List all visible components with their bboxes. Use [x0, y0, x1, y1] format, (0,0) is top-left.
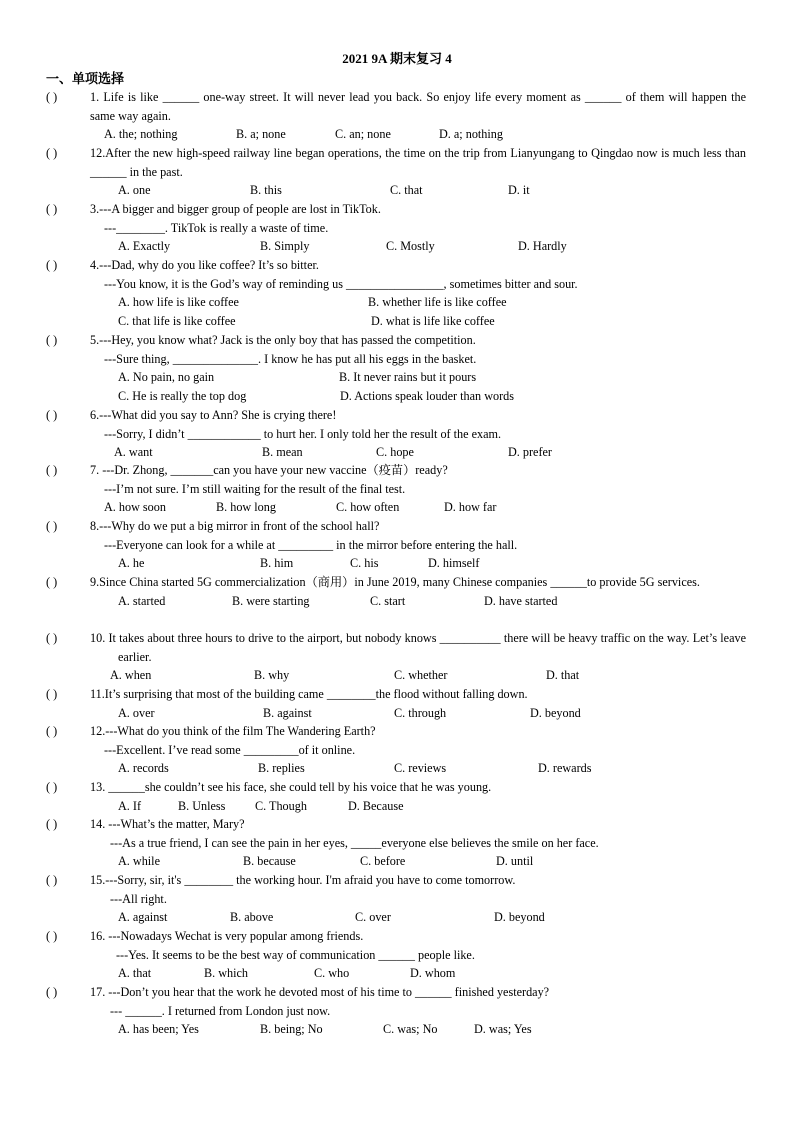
option-d: D. Because	[348, 798, 404, 813]
question-4	[46, 256, 746, 330]
answer-blank: ( )	[46, 258, 58, 272]
answer-blank: ( )	[46, 90, 58, 104]
question-stem: 13. ______she couldn’t see his face, she could tell by his voice that he was young.	[90, 780, 492, 794]
option-c: C. how often	[336, 500, 400, 515]
question-8	[46, 517, 746, 573]
option-row	[46, 759, 746, 778]
option-a: A. while	[118, 854, 160, 869]
option-a: A. over	[118, 705, 155, 720]
option-a: A. Exactly	[118, 239, 171, 254]
option-a: A. against	[118, 910, 168, 925]
question-reply: ---Excellent. I’ve read some _________of it online.	[104, 742, 356, 757]
question-10	[46, 629, 746, 685]
option-a: A. how life is like coffee	[118, 295, 239, 310]
question-3	[46, 200, 746, 256]
option-c: C. over	[355, 910, 391, 925]
option-d: D. himself	[428, 556, 480, 571]
question-reply: --- ______. I returned from London just now.	[110, 1003, 331, 1018]
option-row	[46, 797, 746, 816]
option-a: A. No pain, no gain	[118, 370, 215, 385]
question-reply: ---________. TikTok is really a waste of time.	[104, 220, 329, 235]
answer-blank: ( )	[46, 873, 58, 887]
option-d: D. beyond	[494, 910, 545, 925]
option-d: D. have started	[484, 593, 558, 608]
question-stem: 15.---Sorry, sir, it's ________ the working hour. I'm afraid you have to come tomorrow.	[90, 873, 516, 887]
question-reply: ---As a true friend, I can see the pain in her eyes, _____everyone else believes the smile on her face.	[110, 835, 599, 850]
option-b: B. Unless	[178, 798, 226, 813]
option-row	[46, 908, 746, 927]
option-b: B. because	[243, 854, 296, 869]
option-c: C. that life is like coffee	[118, 313, 236, 328]
option-d: D. how far	[444, 500, 497, 515]
option-a: A. the; nothing	[104, 127, 178, 142]
option-a: A. when	[110, 668, 152, 683]
question-stem: 9.Since China started 5G commercialization（商用）in June 2019, many Chinese companies ______to provide 5G services.	[90, 575, 700, 589]
option-a: A. that	[118, 966, 152, 981]
option-row	[46, 237, 746, 256]
question-reply: ---Sorry, I didn’t ____________ to hurt her. I only told her the result of the exam.	[104, 426, 502, 441]
answer-blank: ( )	[46, 519, 58, 533]
answer-blank: ( )	[46, 408, 58, 422]
question-stem: 10. It takes about three hours to drive to the airport, but nobody knows __________ there will be heavy traffic on the way. Let’s leave earlier.	[90, 631, 746, 664]
option-a: A. one	[118, 183, 151, 198]
question-reply: ---Everyone can look for a while at _________ in the mirror before entering the hall.	[104, 537, 518, 552]
option-row	[46, 554, 746, 573]
option-b: B. why	[254, 668, 290, 683]
option-row	[46, 293, 746, 312]
option-c: C. Though	[255, 798, 307, 813]
option-c: C. start	[370, 593, 406, 608]
option-a: A. want	[114, 445, 153, 460]
option-row	[46, 704, 746, 723]
option-row	[46, 368, 746, 387]
question-reply: ---Sure thing, ______________. I know he has put all his eggs in the basket.	[104, 351, 477, 366]
option-row	[46, 387, 746, 406]
option-d: D. until	[496, 854, 534, 869]
question-stem: 6.---What did you say to Ann? She is crying there!	[90, 408, 337, 422]
question-stem: 12.After the new high-speed railway line began operations, the time on the trip from Lianyungang to Qingdao now is much less than ______ in the past.	[90, 146, 746, 179]
question-2	[46, 144, 746, 200]
answer-blank: ( )	[46, 929, 58, 943]
option-b: B. replies	[258, 761, 305, 776]
option-c: C. his	[350, 556, 379, 571]
question-6	[46, 406, 746, 462]
option-a: A. how soon	[104, 500, 166, 515]
question-7	[46, 461, 746, 517]
question-stem: 5.---Hey, you know what? Jack is the only boy that has passed the competition.	[90, 333, 476, 347]
answer-blank: ( )	[46, 817, 58, 831]
question-13	[46, 778, 746, 815]
option-c: C. who	[314, 966, 350, 981]
question-stem: 3.---A bigger and bigger group of people are lost in TikTok.	[90, 202, 381, 216]
option-row	[46, 852, 746, 871]
option-d: D. whom	[410, 966, 456, 981]
option-a: A. has been; Yes	[118, 1022, 199, 1037]
option-b: B. It never rains but it pours	[339, 370, 477, 385]
answer-blank: ( )	[46, 780, 58, 794]
option-d: D. was; Yes	[474, 1022, 532, 1037]
option-row	[46, 312, 746, 331]
question-reply: ---Yes. It seems to be the best way of communication ______ people like.	[116, 947, 475, 962]
question-stem: 11.It’s surprising that most of the building came ________the flood without falling down.	[90, 687, 528, 701]
question-stem: 1. Life is like ______ one-way street. It will never lead you back. So enjoy life every moment as ______ of them will happen the same way again.	[90, 90, 747, 123]
answer-blank: ( )	[46, 202, 58, 216]
option-b: B. against	[263, 705, 312, 720]
option-d: D. prefer	[508, 445, 552, 460]
option-row	[46, 666, 746, 685]
option-b: B. him	[260, 556, 294, 571]
question-1	[46, 88, 746, 144]
option-b: B. above	[230, 910, 274, 925]
option-c: C. an; none	[335, 127, 391, 142]
question-15	[46, 871, 746, 927]
question-reply: ---All right.	[110, 891, 167, 906]
option-b: B. how long	[216, 500, 276, 515]
option-row	[46, 498, 746, 517]
option-b: B. this	[250, 183, 282, 198]
question-reply: ---You know, it is the God’s way of reminding us ________________, sometimes bitter and sour.	[104, 276, 578, 291]
answer-blank: ( )	[46, 631, 58, 645]
answer-blank: ( )	[46, 687, 58, 701]
option-b: B. being; No	[260, 1022, 323, 1037]
option-c: C. Mostly	[386, 239, 435, 254]
question-14	[46, 815, 746, 871]
answer-blank: ( )	[46, 146, 58, 160]
option-c: C. that	[390, 183, 423, 198]
question-9	[46, 573, 746, 610]
option-d: D. Actions speak louder than words	[340, 388, 514, 403]
option-row	[46, 181, 746, 200]
answer-blank: ( )	[46, 985, 58, 999]
option-c: C. through	[394, 705, 447, 720]
answer-blank: ( )	[46, 333, 58, 347]
option-d: D. what is life like coffee	[371, 313, 495, 328]
answer-blank: ( )	[46, 575, 58, 589]
option-b: B. mean	[262, 445, 303, 460]
option-d: D. beyond	[530, 705, 581, 720]
option-b: B. Simply	[260, 239, 310, 254]
question-stem: 12.---What do you think of the film The Wandering Earth?	[90, 724, 376, 738]
option-a: A. started	[118, 593, 166, 608]
option-c: C. hope	[376, 445, 414, 460]
question-12	[46, 722, 746, 778]
option-a: A. If	[118, 798, 142, 813]
option-d: D. that	[546, 668, 580, 683]
option-b: B. whether life is like coffee	[368, 295, 507, 310]
option-d: D. Hardly	[518, 239, 567, 254]
section-heading: 一、单项选择	[46, 71, 125, 86]
option-row	[46, 443, 746, 462]
option-a: A. he	[118, 556, 145, 571]
question-17	[46, 983, 746, 1039]
option-d: D. a; nothing	[439, 127, 503, 142]
option-a: A. records	[118, 761, 169, 776]
question-stem: 4.---Dad, why do you like coffee? It’s so bitter.	[90, 258, 319, 272]
question-5	[46, 331, 746, 405]
question-16	[46, 927, 746, 983]
option-c: C. was; No	[383, 1022, 438, 1037]
question-11	[46, 685, 746, 722]
option-c: C. before	[360, 854, 406, 869]
option-c: C. whether	[394, 668, 448, 683]
option-d: D. rewards	[538, 761, 592, 776]
option-c: C. He is really the top dog	[118, 388, 247, 403]
question-stem: 14. ---What’s the matter, Mary?	[90, 817, 245, 831]
option-row	[46, 125, 746, 144]
answer-blank: ( )	[46, 724, 58, 738]
option-d: D. it	[508, 183, 530, 198]
option-row	[46, 1020, 746, 1039]
question-stem: 8.---Why do we put a big mirror in front of the school hall?	[90, 519, 380, 533]
question-stem: 7. ---Dr. Zhong, _______can you have your new vaccine（疫苗）ready?	[90, 463, 448, 477]
question-stem: 17. ---Don’t you hear that the work he devoted most of his time to ______ finished yesterday?	[90, 985, 550, 999]
page-title: 2021 9A 期末复习 4	[342, 51, 452, 66]
option-row	[46, 964, 746, 983]
question-stem: 16. ---Nowadays Wechat is very popular among friends.	[90, 929, 364, 943]
question-reply: ---I’m not sure. I’m still waiting for the result of the final test.	[104, 481, 406, 496]
option-c: C. reviews	[394, 761, 447, 776]
option-b: B. which	[204, 966, 249, 981]
option-b: B. a; none	[236, 127, 286, 142]
option-row	[46, 592, 746, 611]
option-b: B. were starting	[232, 593, 310, 608]
answer-blank: ( )	[46, 463, 58, 477]
